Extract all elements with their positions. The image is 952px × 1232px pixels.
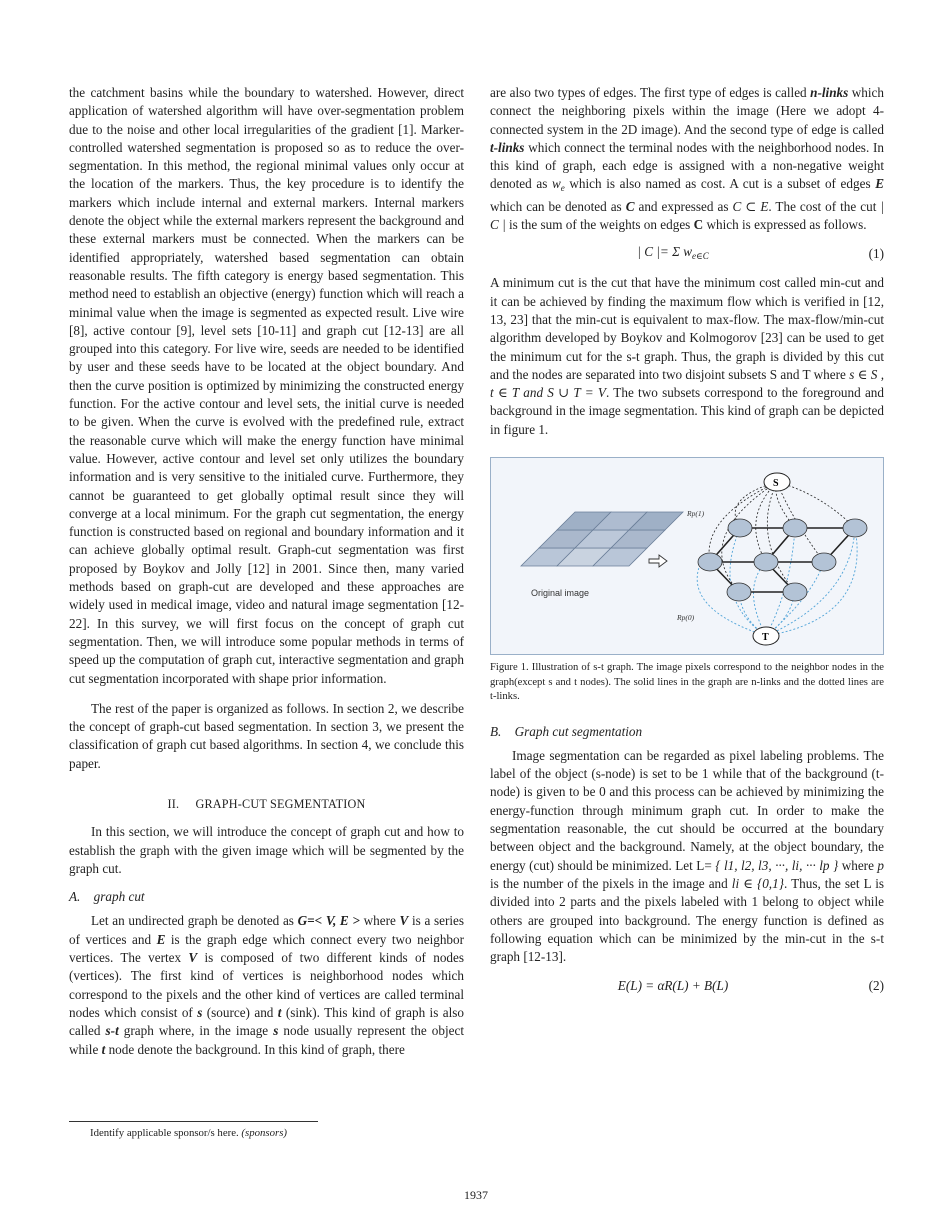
- body-paragraph: In this section, we will introduce the concept of graph cut and how to establish the graph with the given image which will be segmented by the graph cut.: [69, 824, 464, 876]
- rp0-label: Rp(0): [677, 613, 695, 623]
- body-paragraph: the catchment basins while the boundary to watershed. However, direct application of watershed algorithm will have over-segmentation problem due to the noise and other local irregularities of the gradient [1]. Marker-controlled watershed segmentation is proposed so as to reduce the over-segmentation. In this method, the regional minimal values only occur at the location of the markers. Thus, the key procedure is to identify the markers which include internal and external markers. Internal markers denote the object while the external markers represent the background and these external markers must be connected. When the markers can be identified appropriately, watershed based segmentation can obtain reasonable results. The fifth category is energy based segmentation. This method need to establish an objective (energy) function which will reach a minimal value when the image is segmented as expected result. Live wire [8], active contour [9], level sets [10-11] and graph cut [12-13] are all grouped into this category. For live wire, seeds are needed to be identified by user and these seeds have to be located at the object boundary. And then the curve position is optimized by minimizing the constructed energy function. For the active contour and level sets, the initial curve is needed to be given. When the curve is evolved with the predefined rule, extract the reasonable curve which will make the energy function have minimal value. However, active contour and level set only utilizes the boundary information and is very sensitive to the initialed curve. Furthermore, they cannot be guaranteed to get globally optimal result since they will converge at a local minimum. For the graph cut segmentation, the energy function is constructed based on regional and boundary information and it can achieve globally optimal result. Graph-cut segmentation was first proposed by Boykov and Jolly [12] in 2001. Since then, many varied methods based on graph-cut are developed and these approaches are widely used in medical image, video and natural image segmentation [12-22]. In this survey, we will first focus on the concept of graph cut segmentation. Then, we will introduce some popular methods in terms of speed up the computation of graph cut, interactive segmentation and graph cut segmentation incorporated with shape prior information.: [69, 85, 464, 686]
- subsection-label: B.: [490, 723, 502, 739]
- equation-body: E(L) = αR(L) + B(L): [617, 978, 729, 994]
- subsection-heading: [490, 723, 884, 741]
- source-node-label: S: [773, 478, 779, 490]
- st-graph-illustration: [491, 458, 883, 654]
- arrow-icon: [649, 555, 667, 567]
- figure-1: [490, 457, 884, 655]
- pixel-nodes: [698, 519, 867, 601]
- sink-node-label: T: [762, 632, 769, 644]
- subsection-title: graph cut: [93, 889, 145, 905]
- subsection-heading: [69, 888, 464, 906]
- right-column: [490, 84, 884, 1006]
- body-paragraph: Let an undirected graph be denoted as G=< V, E > where V is a series of vertices and E is the graph edge which connect every two neighbor vertices. The vertex V is composed of two different kinds of nodes (vertices). The first kind of vertices is neighborhood nodes which correspond to the pixels and the other kind of vertices are called terminal nodes which consist of s (source) and t (sink). This kind of graph is also called s-t graph where, in the image s node usually represent the object while t node denote the background. In this kind of graph, there: [69, 913, 465, 1057]
- body-paragraph: A minimum cut is the cut that have the minimum cost called min-cut and it can be achieved by finding the maximum flow which is verified in [12, 13, 23] that the min-cut is equivalent to max-flow. The max-flow/min-cut algorithm developed by Boykov and Kolmogorov [23] can be used to get the minimum cut for the s-t graph. Thus, the graph is divided by this cut and the nodes are separated into two disjoint subsets S and T where s ∈ S , t ∈ T and S ∪ T = V. The two subsets correspond to the foreground and background in the image segmentation. This kind of graph can be depicted in figure 1.: [490, 275, 884, 437]
- equation-1: [490, 234, 884, 274]
- left-column: [69, 84, 464, 1059]
- section-heading: [69, 795, 464, 813]
- rp1-label: Rp(1): [687, 509, 705, 519]
- section-number: II.: [167, 796, 180, 811]
- footnote-rule: [69, 1121, 318, 1122]
- section-title: GRAPH-CUT SEGMENTATION: [195, 796, 366, 811]
- subsection-label: A.: [69, 889, 81, 905]
- equation-subscript: e∈C: [692, 251, 709, 262]
- equation-body: | C |= Σ w: [637, 244, 693, 260]
- original-image-label: Original image: [531, 588, 590, 599]
- equation-2: [490, 966, 884, 1006]
- body-paragraph: are also two types of edges. The first type of edges is called n-links which connect the neighboring pixels within the image (Here we adopt 4-connected system in the 2D image). And the second type of edge is called t-links which connect the terminal nodes with the neighborhood nodes. In this kind of graph, each edge is assigned with a non-negative weight denoted as $w_e$ which is also named as cost. A cut is a subset of edges E which can be denoted as C and expressed as C ⊂ E. The cost of the cut | C | is the sum of the weights on edges C which is expressed as follows.: [490, 85, 884, 233]
- t-links-to-s: [709, 482, 855, 592]
- figure-caption: Figure 1. Illustration of s-t graph. The image pixels correspond to the neighbor nodes in the graph(except s and t nodes). The solid lines in the graph are n-links and the dotted lines are t-links.: [490, 662, 884, 703]
- t-links-to-t: [697, 528, 857, 636]
- footnote: Identify applicable sponsor/s here. (sponsors): [90, 1127, 288, 1139]
- body-paragraph: Image segmentation can be regarded as pixel labeling problems. The label of the object (s-node) is set to be 1 while that of the background (t-node) is given to be 0 and this process can be achieved by minimizing the energy-function through minimum graph cut. In order to make the segmentation reasonable, the cut should be occurred at the boundary between object and the background. Namely, at the object boundary, the energy (cut) should be minimized. Let L= { l1, l2, l3, ···, li, ··· lp } where p is the number of the pixels in the image and li ∈ {0,1}. Thus, the set L is divided into 2 parts and the pixels labeled with 1 belong to object while others are grouped into background. The energy function is defined as following equation which can be minimized by the min-cut in the s-t graph [12-13].: [490, 747, 885, 965]
- body-paragraph: The rest of the paper is organized as follows. In section 2, we describe the concept of graph-cut based segmentation. In section 3, we present the classification of graph cut based algorithms. In section 4, we conclude this paper.: [69, 700, 464, 771]
- page-number: 1937: [464, 1188, 488, 1202]
- equation-number: (1): [868, 246, 884, 262]
- subsection-title: Graph cut segmentation: [514, 723, 643, 739]
- equation-number: (2): [868, 978, 884, 994]
